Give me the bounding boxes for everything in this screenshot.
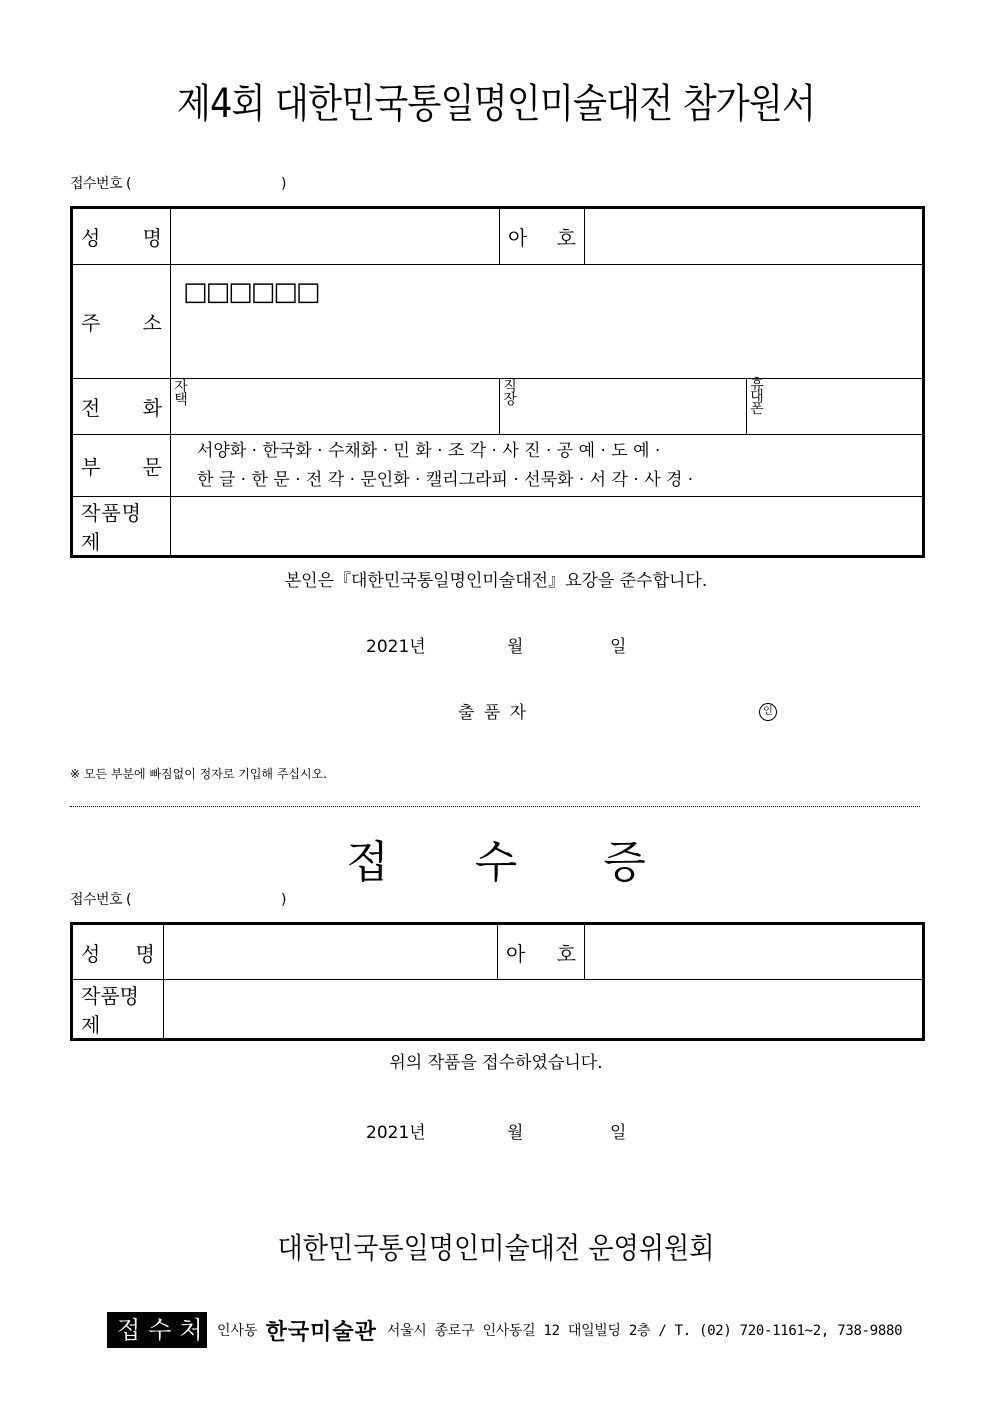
pen-name-input[interactable] bbox=[585, 208, 924, 265]
reception-badge: 접수처 bbox=[107, 1312, 207, 1348]
row-phone bbox=[72, 379, 924, 435]
category-label-b: 문 bbox=[142, 455, 162, 479]
footer-district: 인사동 bbox=[217, 1323, 258, 1339]
receipt-title bbox=[0, 826, 992, 890]
receipt-row-name bbox=[72, 924, 924, 980]
receipt-work-title-input[interactable] bbox=[164, 980, 924, 1040]
receipt-name-input[interactable] bbox=[164, 924, 498, 980]
mobile-phone-input[interactable] bbox=[747, 379, 924, 435]
footer bbox=[107, 1312, 902, 1348]
phone-label-b: 화 bbox=[142, 396, 162, 420]
receipt-pen-name-label-cell bbox=[498, 924, 585, 980]
receipt-row-work-title bbox=[72, 980, 924, 1040]
pen-name-label-a: 아 bbox=[508, 226, 528, 250]
row-category bbox=[72, 435, 924, 497]
row-name bbox=[72, 208, 924, 265]
receipt-date-year[interactable]: 2021년 bbox=[366, 1123, 426, 1143]
seal-icon[interactable]: 인 bbox=[759, 699, 777, 721]
notice-text: ※ 모든 부분에 빠짐없이 정자로 기입해 주십시오. bbox=[70, 767, 328, 781]
application-date-month[interactable]: 월 bbox=[507, 637, 524, 657]
work-phone-input[interactable] bbox=[500, 379, 747, 435]
category-line-1[interactable]: 서양화 · 한국화 · 수채화 · 민 화 · 조 각 · 사 진 · 공 예 · 도 예 · bbox=[197, 440, 661, 461]
footer-address: 서울시 종로구 인사동길 12 대일빌딩 2층 / T. (02) 720-1161~2, 738-9880 bbox=[386, 1323, 903, 1339]
application-receipt-number bbox=[70, 173, 286, 193]
category-options[interactable] bbox=[171, 435, 924, 497]
work-title-input[interactable] bbox=[171, 497, 924, 557]
applicant-label: 출 품 자 bbox=[458, 703, 529, 723]
category-line-2[interactable]: 한 글 · 한 문 · 전 각 · 문인화 · 캘리그라피 · 선묵화 · 서 각 · 사 경 · bbox=[197, 469, 694, 490]
name-label-cell bbox=[72, 208, 171, 265]
pen-name-label-b: 호 bbox=[556, 226, 576, 250]
receipt-work-title-label: 작품명제 bbox=[72, 980, 164, 1040]
name-input[interactable] bbox=[171, 208, 500, 265]
row-work-title bbox=[72, 497, 924, 557]
work-title-label: 작품명제 bbox=[72, 497, 171, 557]
confirmation-text: 위의 작품을 접수하였습니다. bbox=[389, 1053, 603, 1073]
receipt-pen-name-label-b: 호 bbox=[556, 941, 576, 966]
phone-label-a: 전 bbox=[81, 396, 101, 420]
receipt-name-label-a: 성 bbox=[81, 941, 101, 966]
name-label-b: 명 bbox=[142, 226, 162, 250]
name-label-a: 성 bbox=[81, 226, 101, 250]
receipt-number-close: ) bbox=[281, 892, 286, 908]
cut-line-divider bbox=[70, 806, 920, 807]
row-address bbox=[72, 265, 924, 379]
application-date-year[interactable]: 2021년 bbox=[366, 637, 426, 657]
receipt-pen-name-label-a: 아 bbox=[506, 941, 526, 966]
work-phone-label: 직 장 bbox=[503, 379, 517, 408]
committee-name: 대한민국통일명인미술대전 운영위원회 bbox=[277, 1231, 715, 1265]
pen-name-label-cell bbox=[500, 208, 585, 265]
application-table bbox=[70, 206, 925, 558]
receipt-receipt-number bbox=[70, 889, 286, 909]
form-title: 제4회 대한민국통일명인미술대전 참가원서 bbox=[176, 81, 816, 127]
address-label-b: 소 bbox=[142, 311, 162, 335]
home-phone-input[interactable] bbox=[171, 379, 500, 435]
venue-logo: 한국미술관 bbox=[265, 1319, 377, 1345]
postal-code-boxes[interactable]: □□□□□□ bbox=[183, 277, 319, 307]
receipt-number-label: 접수번호 ( bbox=[70, 176, 132, 192]
application-date-day[interactable]: 일 bbox=[610, 637, 627, 657]
receipt-date-month[interactable]: 월 bbox=[507, 1123, 524, 1143]
receipt-number-close: ) bbox=[281, 176, 286, 192]
receipt-number-label: 접수번호 ( bbox=[70, 892, 132, 908]
phone-label-cell bbox=[72, 379, 171, 435]
category-label-cell bbox=[72, 435, 171, 497]
receipt-title-char: 수 bbox=[474, 837, 518, 888]
receipt-date-day[interactable]: 일 bbox=[610, 1123, 627, 1143]
receipt-name-label-cell bbox=[72, 924, 164, 980]
receipt-title-char: 접 bbox=[346, 837, 389, 888]
address-input[interactable] bbox=[171, 265, 924, 379]
mobile-phone-label: 휴 대 폰 bbox=[750, 377, 764, 417]
receipt-title-char: 증 bbox=[603, 837, 646, 888]
receipt-pen-name-input[interactable] bbox=[585, 924, 924, 980]
home-phone-label: 자 택 bbox=[174, 379, 188, 408]
receipt-name-label-b: 명 bbox=[135, 941, 155, 966]
category-label-a: 부 bbox=[81, 455, 101, 479]
address-label-cell bbox=[72, 265, 171, 379]
address-label-a: 주 bbox=[81, 311, 101, 335]
pledge-text: 본인은『대한민국통일명인미술대전』요강을 준수합니다. bbox=[284, 571, 708, 591]
receipt-table bbox=[70, 922, 925, 1041]
